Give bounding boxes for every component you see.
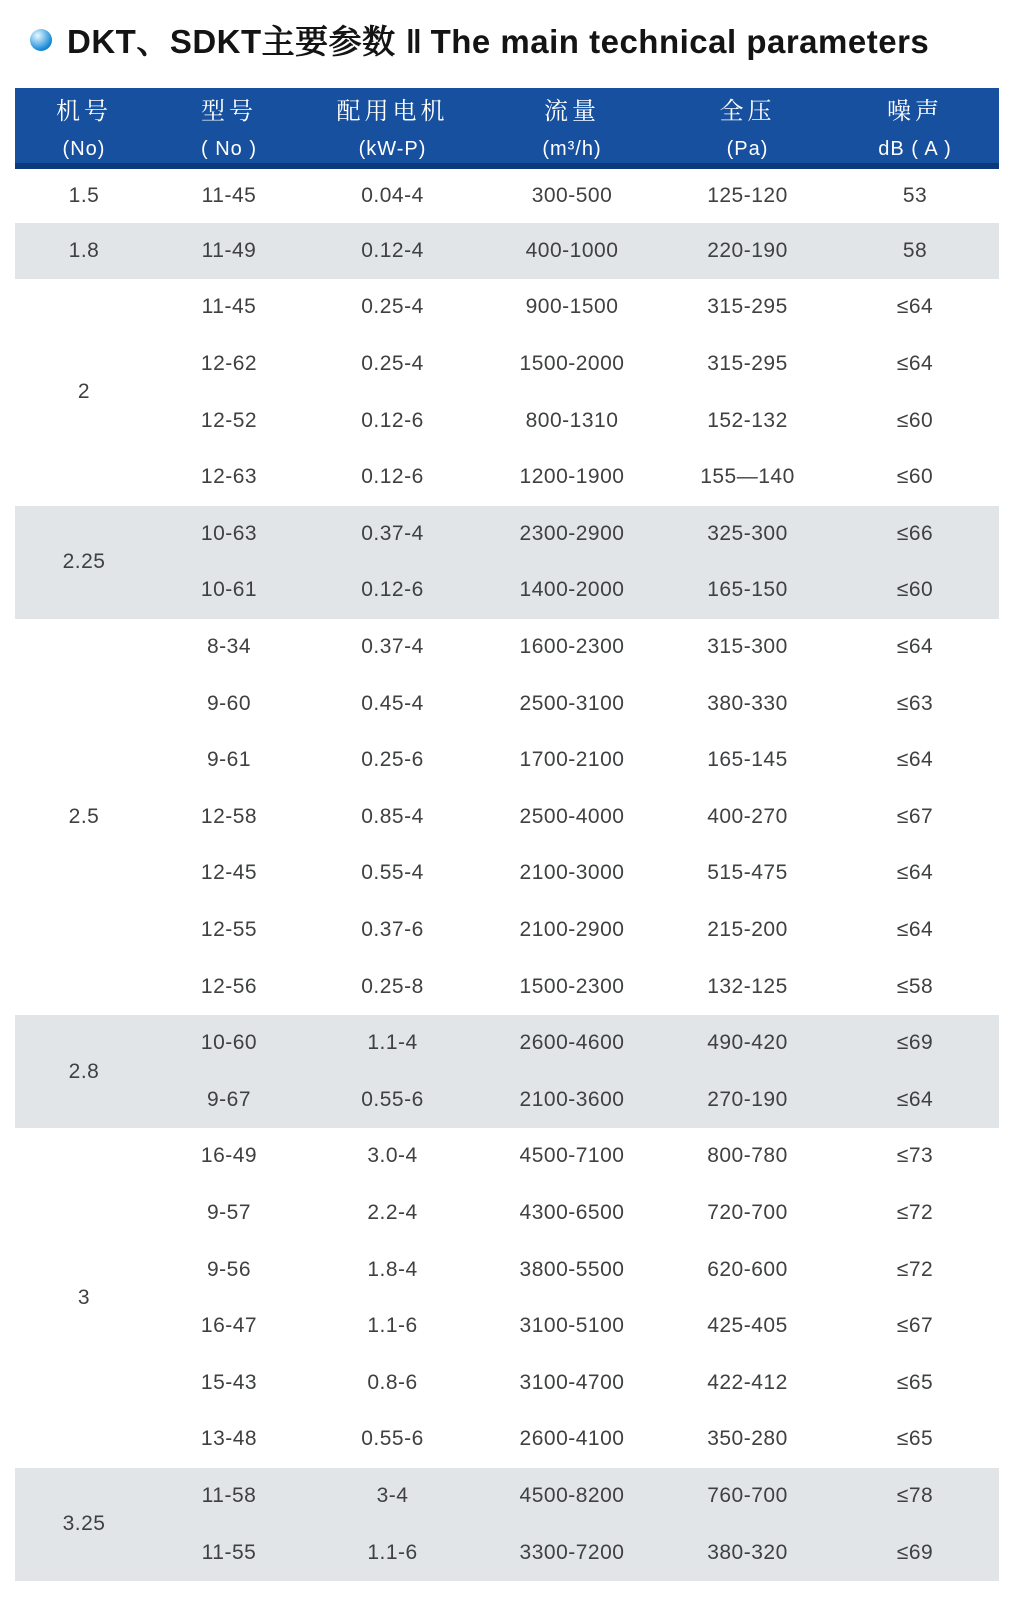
table-row — [15, 1468, 999, 1525]
motor-cell: 2.2-4 — [367, 1200, 418, 1224]
noise-cell: ≤78 — [831, 1468, 999, 1525]
model-cell: 12-55 — [200, 918, 258, 942]
model-cell: 12-52 — [200, 408, 258, 432]
model-cell: 13-48 — [200, 1427, 258, 1451]
motor-cell: 0.12-6 — [305, 562, 480, 619]
flow-cell: 2600-4100 — [519, 1427, 625, 1451]
group-size-cell: 2.5 — [68, 804, 100, 828]
noise-cell: ≤65 — [896, 1370, 934, 1394]
motor-cell: 1.1-6 — [305, 1524, 480, 1581]
table-row — [15, 1015, 999, 1072]
pressure-cell: 165-145 — [707, 748, 788, 772]
table-row — [15, 506, 999, 563]
model-cell: 15-43 — [200, 1370, 258, 1394]
motor-cell: 0.25-6 — [361, 748, 424, 772]
table-row — [15, 1185, 999, 1242]
flow-cell: 2100-3600 — [480, 1072, 664, 1129]
col-header-motor: 配用电机 (kW-P) — [305, 88, 480, 166]
model-cell: 9-60 — [206, 691, 252, 715]
noise-cell: ≤72 — [896, 1200, 934, 1224]
model-cell: 12-63 — [200, 465, 258, 489]
motor-cell: 0.12-6 — [361, 465, 424, 489]
pressure-cell: 132-125 — [707, 974, 788, 998]
noise-cell: ≤64 — [896, 918, 934, 942]
pressure-cell: 315-295 — [707, 352, 788, 376]
flow-cell: 2500-3100 — [519, 691, 625, 715]
table-row — [15, 1072, 999, 1129]
pressure-cell: 400-270 — [707, 804, 788, 828]
motor-cell: 0.25-4 — [361, 295, 424, 319]
pressure-cell: 350-280 — [707, 1427, 788, 1451]
pressure-cell: 220-190 — [664, 223, 831, 280]
model-cell: 9-67 — [153, 1072, 305, 1129]
flow-cell: 3300-7200 — [480, 1524, 664, 1581]
noise-cell: ≤65 — [896, 1427, 934, 1451]
model-cell: 11-49 — [153, 223, 305, 280]
flow-cell: 2100-2900 — [519, 918, 625, 942]
noise-cell: ≤60 — [831, 562, 999, 619]
model-cell: 9-61 — [206, 748, 252, 772]
noise-cell: 53 — [902, 183, 928, 207]
model-cell: 10-60 — [153, 1015, 305, 1072]
noise-cell: ≤60 — [896, 408, 934, 432]
noise-cell: ≤58 — [896, 974, 934, 998]
noise-cell: ≤63 — [896, 691, 934, 715]
pressure-cell: 152-132 — [707, 408, 788, 432]
motor-cell: 0.37-4 — [361, 635, 424, 659]
flow-cell: 1200-1900 — [519, 465, 625, 489]
table-row — [15, 1411, 999, 1468]
section-header — [30, 16, 929, 63]
motor-cell: 3.0-4 — [367, 1144, 418, 1168]
model-cell: 9-56 — [206, 1257, 252, 1281]
group-size-cell: 3.25 — [15, 1468, 153, 1581]
title-separator: ‖ — [405, 23, 423, 60]
table-row — [15, 562, 999, 619]
noise-cell: ≤69 — [831, 1015, 999, 1072]
table-row — [15, 392, 999, 449]
col-header-flow: 流量 (m³/h) — [480, 88, 664, 166]
flow-cell: 2100-3000 — [519, 861, 625, 885]
pressure-cell: 515-475 — [707, 861, 788, 885]
noise-cell: 58 — [831, 223, 999, 280]
col-header-pressure: 全压 (Pa) — [664, 88, 831, 166]
pressure-cell: 490-420 — [664, 1015, 831, 1072]
pressure-cell: 720-700 — [707, 1200, 788, 1224]
motor-cell: 0.45-4 — [361, 691, 424, 715]
motor-cell: 1.1-4 — [305, 1015, 480, 1072]
pressure-cell: 425-405 — [707, 1314, 788, 1338]
table-row — [15, 902, 999, 959]
flow-cell: 1500-2300 — [519, 974, 625, 998]
motor-cell: 0.55-6 — [305, 1072, 480, 1129]
noise-cell: ≤64 — [896, 861, 934, 885]
table-row — [15, 958, 999, 1015]
flow-cell: 2600-4600 — [480, 1015, 664, 1072]
motor-cell: 0.12-6 — [361, 408, 424, 432]
flow-cell: 2500-4000 — [519, 804, 625, 828]
table-row — [15, 1128, 999, 1185]
table-row — [15, 336, 999, 393]
flow-cell: 4500-7100 — [519, 1144, 625, 1168]
model-cell: 8-34 — [206, 635, 252, 659]
flow-cell: 400-1000 — [480, 223, 664, 280]
noise-cell: ≤69 — [831, 1524, 999, 1581]
model-cell: 10-63 — [153, 506, 305, 563]
motor-cell: 1.8-4 — [367, 1257, 418, 1281]
motor-cell: 0.85-4 — [361, 804, 424, 828]
noise-cell: ≤67 — [896, 1314, 934, 1338]
motor-cell: 0.25-8 — [361, 974, 424, 998]
motor-cell: 1.1-6 — [367, 1314, 418, 1338]
table-row — [15, 279, 999, 336]
table-row — [15, 1298, 999, 1355]
motor-cell: 0.37-6 — [361, 918, 424, 942]
col-header-model: 型号 ( No ) — [153, 88, 305, 166]
table-row — [15, 1241, 999, 1298]
flow-cell: 900-1500 — [525, 295, 619, 319]
group-size-cell: 3 — [77, 1285, 91, 1309]
motor-cell: 0.55-6 — [361, 1427, 424, 1451]
flow-cell: 1400-2000 — [480, 562, 664, 619]
table-row — [15, 732, 999, 789]
pressure-cell: 422-412 — [707, 1370, 788, 1394]
page-title — [67, 16, 929, 63]
pressure-cell: 165-150 — [664, 562, 831, 619]
noise-cell: ≤64 — [896, 635, 934, 659]
flow-cell: 1500-2000 — [519, 352, 625, 376]
model-cell: 16-47 — [200, 1314, 258, 1338]
flow-cell: 3100-5100 — [519, 1314, 625, 1338]
table-body — [15, 166, 999, 1581]
group-size-cell: 1.5 — [68, 183, 100, 207]
model-cell: 12-58 — [200, 804, 258, 828]
model-cell: 11-45 — [201, 295, 257, 319]
table-row — [15, 789, 999, 846]
pressure-cell: 620-600 — [707, 1257, 788, 1281]
group-size-cell: 2.25 — [15, 506, 153, 619]
group-size-cell: 1.8 — [15, 223, 153, 280]
table-row — [15, 166, 999, 223]
pressure-cell: 800-780 — [707, 1144, 788, 1168]
model-cell: 9-57 — [206, 1200, 252, 1224]
table-row — [15, 1354, 999, 1411]
group-size-cell: 2.8 — [15, 1015, 153, 1128]
pressure-cell: 155—140 — [700, 465, 795, 489]
flow-cell: 3100-4700 — [519, 1370, 625, 1394]
pressure-cell: 325-300 — [664, 506, 831, 563]
noise-cell: ≤64 — [896, 295, 934, 319]
model-cell: 12-62 — [200, 352, 258, 376]
model-cell: 16-49 — [200, 1144, 258, 1168]
noise-cell: ≤73 — [896, 1144, 934, 1168]
flow-cell: 4500-8200 — [480, 1468, 664, 1525]
flow-cell: 4300-6500 — [519, 1200, 625, 1224]
motor-cell: 0.37-4 — [305, 506, 480, 563]
noise-cell: ≤66 — [831, 506, 999, 563]
pressure-cell: 380-330 — [707, 691, 788, 715]
parameters-table — [15, 88, 999, 1581]
model-cell: 10-61 — [153, 562, 305, 619]
model-cell: 11-45 — [201, 183, 257, 207]
model-cell: 11-55 — [153, 1524, 305, 1581]
motor-cell: 0.25-4 — [361, 352, 424, 376]
page-title-cn: DKT、SDKT主要参数 — [67, 23, 396, 60]
flow-cell: 800-1310 — [525, 408, 619, 432]
pressure-cell: 315-295 — [707, 295, 788, 319]
motor-cell: 3-4 — [305, 1468, 480, 1525]
noise-cell: ≤67 — [896, 804, 934, 828]
flow-cell: 1600-2300 — [519, 635, 625, 659]
flow-cell: 300-500 — [531, 183, 613, 207]
noise-cell: ≤64 — [896, 748, 934, 772]
col-header-size: 机号 (No) — [15, 88, 153, 166]
table-row — [15, 223, 999, 280]
table-row — [15, 449, 999, 506]
table-row — [15, 845, 999, 902]
table-row — [15, 1524, 999, 1581]
col-header-noise: 噪声 dB ( A ) — [831, 88, 999, 166]
pressure-cell: 315-300 — [707, 635, 788, 659]
noise-cell: ≤64 — [831, 1072, 999, 1129]
noise-cell: ≤60 — [896, 465, 934, 489]
noise-cell: ≤64 — [896, 352, 934, 376]
page-title-en: The main technical parameters — [430, 23, 930, 60]
motor-cell: 0.8-6 — [367, 1370, 418, 1394]
table-row — [15, 619, 999, 676]
noise-cell: ≤72 — [896, 1257, 934, 1281]
flow-cell: 1700-2100 — [519, 748, 625, 772]
motor-cell: 0.12-4 — [305, 223, 480, 280]
motor-cell: 0.04-4 — [361, 183, 424, 207]
pressure-cell: 125-120 — [707, 183, 788, 207]
pressure-cell: 760-700 — [664, 1468, 831, 1525]
pressure-cell: 380-320 — [664, 1524, 831, 1581]
motor-cell: 0.55-4 — [361, 861, 424, 885]
group-size-cell: 2 — [77, 380, 91, 404]
flow-cell: 2300-2900 — [480, 506, 664, 563]
model-cell: 12-56 — [200, 974, 258, 998]
flow-cell: 3800-5500 — [519, 1257, 625, 1281]
pressure-cell: 270-190 — [664, 1072, 831, 1129]
bullet-icon — [30, 29, 52, 51]
model-cell: 11-58 — [153, 1468, 305, 1525]
pressure-cell: 215-200 — [707, 918, 788, 942]
header-row — [15, 88, 999, 166]
table-row — [15, 675, 999, 732]
model-cell: 12-45 — [200, 861, 258, 885]
